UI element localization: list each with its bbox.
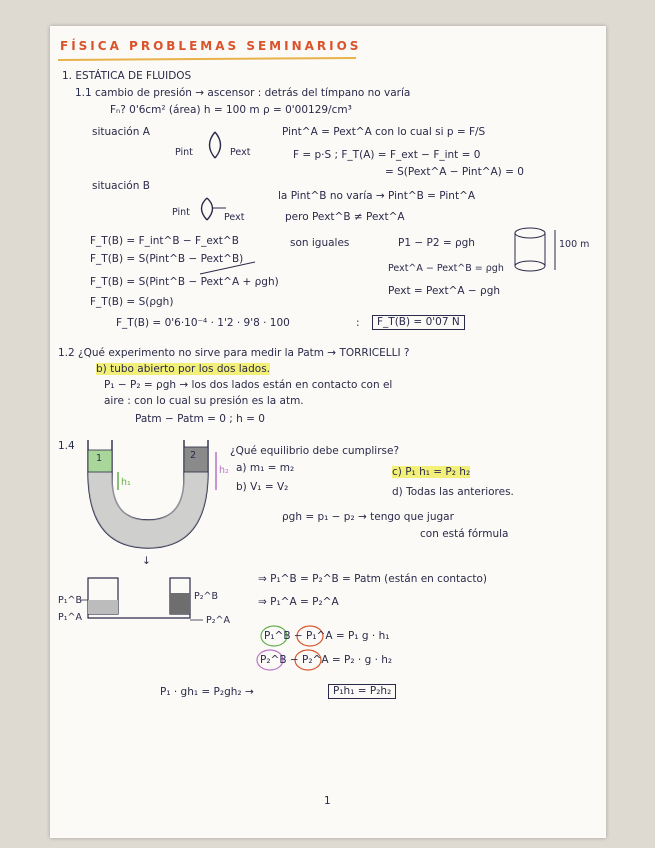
containers-diagram [80, 578, 203, 620]
question-1-4: ¿Qué equilibrio debe cumplirse? [230, 445, 400, 457]
line-b1: la Pint^B no varía → Pint^B = Pint^A [278, 190, 476, 202]
section-1-4: 1.4 [58, 440, 75, 452]
eq-a3: = S(Pext^A − Pint^A) = 0 [385, 166, 524, 178]
h1-label: h₁ [121, 477, 131, 488]
p1-p2-eq: P1 − P2 = ρgh [398, 237, 475, 249]
pext-b: Pext = Pext^A − ρgh [388, 285, 501, 297]
force-b4: F_T(B) = S(ρgh) [90, 296, 174, 308]
down-arrow: ↓ [142, 555, 151, 567]
tube-label-1: 1 [96, 453, 103, 464]
force-b2: F_T(B) = S(Pint^B − Pext^B) [90, 253, 244, 265]
given-data: Fₙ? 0'6cm² (área) h = 100 m ρ = 0'00129/cm³ [110, 104, 352, 116]
line-b2: pero Pext^B ≠ Pext^A [285, 211, 405, 223]
cylinder-diagram [515, 228, 555, 271]
section-1: 1. ESTÁTICA DE FLUIDOS [62, 70, 192, 82]
p2a-label: P₂^A [206, 615, 230, 626]
force-b3: F_T(B) = S(Pint^B − Pext^A + ρgh) [90, 276, 279, 288]
membrane-a [210, 132, 216, 158]
title-underline [58, 58, 356, 60]
final-equation: P₁ · gh₁ = P₂gh₂ → [160, 686, 254, 698]
eq-1-4b: con está fórmula [420, 528, 509, 540]
force-b1: F_T(B) = F_int^B − F_ext^B [90, 235, 239, 247]
u-tube-diagram [88, 440, 216, 548]
page-title: FÍSICA PROBLEMAS SEMINARIOS [60, 39, 362, 53]
p1b-label: P₁^B [58, 595, 83, 606]
option-d: d) Todas las anteriores. [392, 486, 514, 498]
p2b-label: P₂^B [194, 591, 219, 602]
answer-1-2: b) tubo abierto por los dos lados. [96, 363, 271, 375]
text-1-2d: aire : con lo cual su presión es la atm. [104, 395, 304, 407]
eq-a2: F = p·S ; F_T(A) = F_ext − F_int = 0 [293, 149, 481, 161]
option-c: c) P₁ h₁ = P₂ h₂ [392, 466, 471, 478]
pint-label-a: Pint [175, 147, 193, 158]
result-1: ⇒ P₁^B = P₂^B = Patm (están en contacto) [258, 573, 487, 585]
membrane-b [202, 198, 208, 220]
section-1-1: 1.1 cambio de presión → ascensor : detrás del tímpano no varía [75, 87, 411, 99]
result-3: P₁^B − P₁^A = P₁ g · h₁ [264, 630, 390, 642]
pext-label-b: Pext [224, 212, 245, 223]
situation-a: situación A [92, 126, 150, 138]
cylinder-height: 100 m [559, 239, 590, 250]
eq-a1: Pint^A = Pext^A con lo cual si p = F/S [282, 126, 486, 138]
situation-b: situación B [92, 180, 150, 192]
tube-label-2: 2 [190, 450, 197, 461]
result-2: ⇒ P₁^A = P₂^A [258, 596, 339, 608]
h2-label: h₂ [219, 465, 229, 476]
son-iguales: son iguales [290, 237, 350, 249]
text-1-2c: P₁ − P₂ = ρgh → los dos lados están en contacto con el [104, 379, 393, 391]
option-a: a) m₁ = m₂ [236, 462, 295, 474]
eq-1-4: ρgh = p₁ − p₂ → tengo que jugar [282, 511, 454, 523]
pext-label-a: Pext [230, 147, 251, 158]
text-1-2e: Patm − Patm = 0 ; h = 0 [135, 413, 265, 425]
page-number: 1 [324, 795, 331, 807]
pint-label-b: Pint [172, 207, 190, 218]
section-1-2: 1.2 ¿Qué experimento no sirve para medir la Patm → TORRICELLI ? [58, 347, 410, 359]
result-4: P₂^B − P₂^A = P₂ · g · h₂ [260, 654, 393, 666]
pext-diff: Pext^A − Pext^B = ρgh [388, 263, 504, 274]
force-b5: F_T(B) = 0'6·10⁻⁴ · 1'2 · 9'8 · 100 [116, 317, 290, 329]
p1a-label: P₁^A [58, 612, 82, 623]
final-result-box: P₁h₁ = P₂h₂ [328, 684, 396, 699]
force-result-box: F_T(B) = 0'07 N [372, 315, 465, 330]
option-b: b) V₁ = V₂ [236, 481, 289, 493]
